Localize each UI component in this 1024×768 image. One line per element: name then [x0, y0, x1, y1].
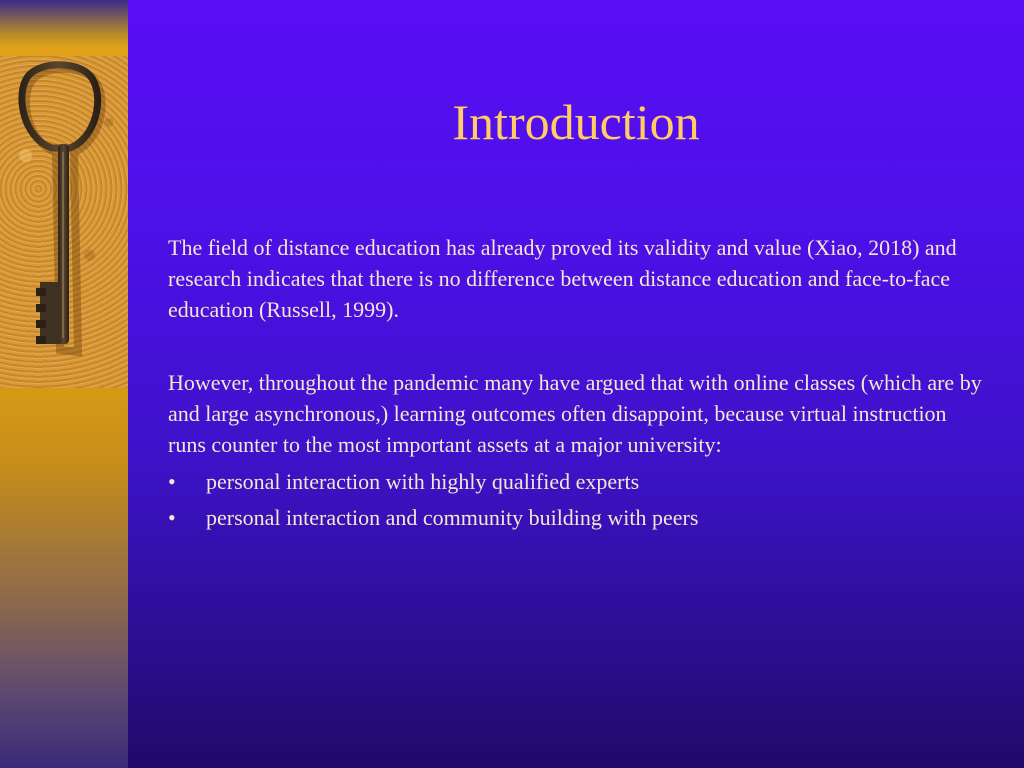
bullet-text: personal interaction and community building with peers	[206, 505, 699, 530]
bullet-dot-icon: •	[168, 469, 176, 494]
bullet-item	[168, 500, 988, 536]
bullet-text: personal interaction with highly qualified experts	[206, 469, 640, 494]
bullet-list	[168, 464, 988, 536]
paragraph-pandemic-argument: However, throughout the pandemic many have argued that with online classes (which are by and large asynchronous,) learning outcomes often disappoint, because virtual instruction runs counter to the most important assets at a major university:	[168, 370, 982, 457]
bullet-dot-icon: •	[168, 505, 176, 530]
key-illustration	[0, 56, 128, 388]
paragraph-distance-education: The field of distance education has already proved its validity and value (Xiao, 2018) and research indicates that there is no difference between distance education and face-to-face education (Russell, 1999).	[168, 235, 957, 322]
old-key-icon	[0, 56, 128, 388]
slide-title: Introduction	[452, 94, 700, 150]
slide-body	[168, 232, 988, 536]
bullet-item	[168, 464, 988, 500]
side-band-top-edge	[0, 0, 128, 48]
